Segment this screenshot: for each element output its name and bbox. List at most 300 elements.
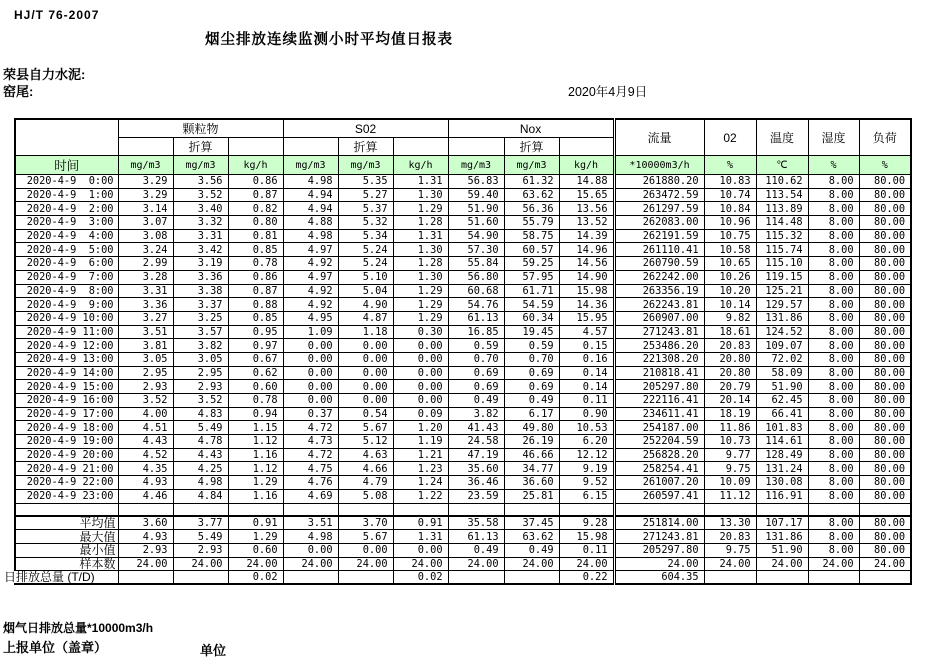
value-cell: 4.57	[559, 325, 614, 339]
value-cell: 80.00	[859, 257, 911, 271]
value-cell: 261110.41	[614, 243, 704, 257]
value-cell: 80.00	[859, 229, 911, 243]
value-cell: 1.30	[393, 270, 448, 284]
value-cell: 13.56	[559, 202, 614, 216]
unit-cell: kg/h	[393, 156, 448, 175]
value-cell: 5.37	[338, 202, 393, 216]
value-cell: 8.00	[808, 270, 859, 284]
value-cell: 4.97	[283, 270, 338, 284]
value-cell: 80.00	[859, 216, 911, 230]
table-row	[15, 175, 911, 189]
value-cell: 263472.59	[614, 188, 704, 202]
table-row	[15, 380, 911, 394]
sub-converted-so2: 折算	[338, 138, 393, 156]
unit-cell: mg/m3	[504, 156, 559, 175]
value-cell: 80.00	[859, 394, 911, 408]
value-cell: 8.00	[808, 448, 859, 462]
value-cell: 4.00	[118, 407, 173, 421]
summary-value-cell: 1.29	[228, 530, 283, 544]
value-cell: 4.88	[283, 216, 338, 230]
value-cell: 0.59	[448, 339, 504, 353]
value-cell: 80.00	[859, 421, 911, 435]
spacer-cell	[15, 503, 118, 516]
sub-blank	[228, 138, 283, 156]
value-cell: 34.77	[504, 462, 559, 476]
value-cell: 0.86	[228, 175, 283, 189]
value-cell: 5.34	[338, 229, 393, 243]
summary-value-cell: 15.98	[559, 530, 614, 544]
value-cell: 6.17	[504, 407, 559, 421]
company-name: 荣县自力水泥:	[3, 67, 86, 82]
flue-total-note: 烟气日排放总量*10000m3/h	[3, 621, 154, 635]
summary-value-cell: 8.00	[808, 516, 859, 530]
value-cell: 0.00	[338, 394, 393, 408]
value-cell: 80.00	[859, 489, 911, 503]
time-cell: 2020-4-9 14:00	[15, 366, 118, 380]
value-cell: 8.00	[808, 462, 859, 476]
table-row	[15, 298, 911, 312]
summary-value-cell: 0.49	[504, 543, 559, 557]
spacer-cell	[704, 503, 756, 516]
value-cell: 205297.80	[614, 380, 704, 394]
value-cell: 15.98	[559, 284, 614, 298]
value-cell: 1.18	[338, 325, 393, 339]
value-cell: 116.91	[756, 489, 808, 503]
value-cell: 0.00	[283, 394, 338, 408]
table-row	[15, 325, 911, 339]
value-cell: 110.62	[756, 175, 808, 189]
time-cell: 2020-4-9 13:00	[15, 352, 118, 366]
value-cell: 0.09	[393, 407, 448, 421]
value-cell: 10.83	[704, 175, 756, 189]
value-cell: 57.30	[448, 243, 504, 257]
time-cell: 2020-4-9 23:00	[15, 489, 118, 503]
value-cell: 0.87	[228, 284, 283, 298]
value-cell: 0.00	[338, 352, 393, 366]
value-cell: 3.81	[118, 339, 173, 353]
time-cell: 2020-4-9 22:00	[15, 476, 118, 490]
value-cell: 4.93	[118, 476, 173, 490]
value-cell: 3.42	[173, 243, 228, 257]
summary-value-cell: 0.22	[559, 571, 614, 585]
value-cell: 4.73	[283, 435, 338, 449]
unit-cell: mg/m3	[448, 156, 504, 175]
value-cell: 54.76	[448, 298, 504, 312]
value-cell: 3.82	[448, 407, 504, 421]
value-cell: 10.53	[559, 421, 614, 435]
summary-value-cell: 0.00	[283, 543, 338, 557]
value-cell: 0.60	[228, 380, 283, 394]
value-cell: 0.00	[283, 366, 338, 380]
value-cell: 0.00	[393, 352, 448, 366]
report-date: 2020年4月9日	[568, 85, 648, 99]
spacer-cell	[756, 503, 808, 516]
value-cell: 0.85	[228, 311, 283, 325]
value-cell: 3.37	[173, 298, 228, 312]
value-cell: 3.36	[118, 298, 173, 312]
value-cell: 3.36	[173, 270, 228, 284]
units-row	[15, 156, 911, 175]
value-cell: 114.61	[756, 435, 808, 449]
table-row	[15, 202, 911, 216]
value-cell: 0.30	[393, 325, 448, 339]
value-cell: 262083.00	[614, 216, 704, 230]
value-cell: 4.83	[173, 407, 228, 421]
time-cell: 2020-4-9 7:00	[15, 270, 118, 284]
summary-value-cell: 24.00	[756, 557, 808, 571]
time-cell: 2020-4-9 19:00	[15, 435, 118, 449]
value-cell: 4.63	[338, 448, 393, 462]
value-cell: 9.75	[704, 462, 756, 476]
value-cell: 4.92	[283, 284, 338, 298]
sub-blank	[283, 138, 338, 156]
value-cell: 5.67	[338, 421, 393, 435]
table-row	[15, 448, 911, 462]
value-cell: 0.00	[338, 366, 393, 380]
value-cell: 8.00	[808, 489, 859, 503]
value-cell: 4.72	[283, 448, 338, 462]
value-cell: 8.00	[808, 284, 859, 298]
header-group-row	[15, 119, 911, 138]
value-cell: 3.38	[173, 284, 228, 298]
value-cell: 4.35	[118, 462, 173, 476]
value-cell: 4.76	[283, 476, 338, 490]
summary-value-cell: 0.00	[393, 543, 448, 557]
summary-value-cell	[338, 571, 393, 585]
value-cell: 3.57	[173, 325, 228, 339]
value-cell: 5.24	[338, 243, 393, 257]
value-cell: 3.19	[173, 257, 228, 271]
value-cell: 113.54	[756, 188, 808, 202]
value-cell: 20.80	[704, 352, 756, 366]
value-cell: 80.00	[859, 325, 911, 339]
value-cell: 3.29	[118, 188, 173, 202]
value-cell: 0.97	[228, 339, 283, 353]
sub-blank	[393, 138, 448, 156]
value-cell: 61.32	[504, 175, 559, 189]
summary-value-cell: 80.00	[859, 543, 911, 557]
value-cell: 0.67	[228, 352, 283, 366]
summary-value-cell	[283, 571, 338, 585]
value-cell: 263356.19	[614, 284, 704, 298]
value-cell: 80.00	[859, 202, 911, 216]
time-cell: 2020-4-9 15:00	[15, 380, 118, 394]
value-cell: 222116.41	[614, 394, 704, 408]
summary-value-cell: 0.02	[228, 571, 283, 585]
sub-converted-pm: 折算	[173, 138, 228, 156]
time-cell: 2020-4-9 6:00	[15, 257, 118, 271]
value-cell: 19.45	[504, 325, 559, 339]
value-cell: 54.90	[448, 229, 504, 243]
summary-value-cell	[504, 571, 559, 585]
time-cell: 2020-4-9 16:00	[15, 394, 118, 408]
report-unit-line	[3, 637, 227, 658]
value-cell: 5.27	[338, 188, 393, 202]
col-o2: 02	[704, 119, 756, 156]
value-cell: 4.87	[338, 311, 393, 325]
value-cell: 1.30	[393, 188, 448, 202]
summary-value-cell: 0.91	[228, 516, 283, 530]
value-cell: 261297.59	[614, 202, 704, 216]
value-cell: 1.28	[393, 216, 448, 230]
value-cell: 0.70	[448, 352, 504, 366]
value-cell: 80.00	[859, 243, 911, 257]
value-cell: 14.39	[559, 229, 614, 243]
value-cell: 0.00	[393, 394, 448, 408]
value-cell: 56.80	[448, 270, 504, 284]
value-cell: 129.57	[756, 298, 808, 312]
value-cell: 3.31	[118, 284, 173, 298]
value-cell: 1.29	[228, 476, 283, 490]
value-cell: 11.12	[704, 489, 756, 503]
unit-cell: %	[808, 156, 859, 175]
col-load: 负荷	[859, 119, 911, 156]
summary-value-cell: 35.58	[448, 516, 504, 530]
value-cell: 60.68	[448, 284, 504, 298]
value-cell: 23.59	[448, 489, 504, 503]
summary-value-cell: 2.93	[173, 543, 228, 557]
value-cell: 46.66	[504, 448, 559, 462]
value-cell: 4.78	[173, 435, 228, 449]
time-cell: 2020-4-9 20:00	[15, 448, 118, 462]
value-cell: 10.65	[704, 257, 756, 271]
value-cell: 5.12	[338, 435, 393, 449]
value-cell: 4.52	[118, 448, 173, 462]
value-cell: 0.59	[504, 339, 559, 353]
value-cell: 252204.59	[614, 435, 704, 449]
summary-value-cell: 0.11	[559, 543, 614, 557]
value-cell: 60.34	[504, 311, 559, 325]
value-cell: 15.65	[559, 188, 614, 202]
value-cell: 63.62	[504, 188, 559, 202]
summary-value-cell: 3.60	[118, 516, 173, 530]
unit-label: 单位	[200, 643, 227, 658]
value-cell: 253486.20	[614, 339, 704, 353]
summary-value-cell: 9.28	[559, 516, 614, 530]
value-cell: 0.86	[228, 270, 283, 284]
value-cell: 9.77	[704, 448, 756, 462]
value-cell: 0.70	[504, 352, 559, 366]
summary-value-cell: 0.49	[448, 543, 504, 557]
value-cell: 1.15	[228, 421, 283, 435]
col-humidity: 湿度	[808, 119, 859, 156]
summary-value-cell: 131.86	[756, 530, 808, 544]
summary-label	[4, 570, 118, 585]
value-cell: 51.90	[756, 380, 808, 394]
time-cell: 2020-4-9 2:00	[15, 202, 118, 216]
unit-cell: ℃	[756, 156, 808, 175]
value-cell: 261880.20	[614, 175, 704, 189]
value-cell: 254187.00	[614, 421, 704, 435]
summary-value-cell: 24.00	[228, 557, 283, 571]
value-cell: 2.93	[118, 380, 173, 394]
unit-cell: mg/m3	[283, 156, 338, 175]
value-cell: 4.72	[283, 421, 338, 435]
summary-value-cell: 9.75	[704, 543, 756, 557]
value-cell: 125.21	[756, 284, 808, 298]
value-cell: 4.51	[118, 421, 173, 435]
value-cell: 54.59	[504, 298, 559, 312]
value-cell: 3.08	[118, 229, 173, 243]
value-cell: 271243.81	[614, 325, 704, 339]
value-cell: 4.98	[283, 175, 338, 189]
value-cell: 8.00	[808, 229, 859, 243]
value-cell: 4.79	[338, 476, 393, 490]
value-cell: 8.00	[808, 476, 859, 490]
summary-value-cell: 3.70	[338, 516, 393, 530]
value-cell: 14.90	[559, 270, 614, 284]
summary-value-cell: 8.00	[808, 543, 859, 557]
value-cell: 0.49	[504, 394, 559, 408]
summary-label: 平均值	[15, 516, 118, 530]
value-cell: 0.78	[228, 257, 283, 271]
value-cell: 8.00	[808, 188, 859, 202]
value-cell: 25.81	[504, 489, 559, 503]
unit-cell: mg/m3	[173, 156, 228, 175]
value-cell: 14.88	[559, 175, 614, 189]
value-cell: 5.32	[338, 216, 393, 230]
value-cell: 2.99	[118, 257, 173, 271]
value-cell: 14.96	[559, 243, 614, 257]
table-row	[15, 407, 911, 421]
value-cell: 8.00	[808, 435, 859, 449]
value-cell: 8.00	[808, 243, 859, 257]
table-body	[4, 175, 911, 585]
value-cell: 26.19	[504, 435, 559, 449]
value-cell: 0.14	[559, 366, 614, 380]
value-cell: 8.00	[808, 366, 859, 380]
value-cell: 56.36	[504, 202, 559, 216]
value-cell: 260597.41	[614, 489, 704, 503]
value-cell: 56.83	[448, 175, 504, 189]
value-cell: 18.19	[704, 407, 756, 421]
value-cell: 4.94	[283, 202, 338, 216]
value-cell: 36.60	[504, 476, 559, 490]
value-cell: 0.14	[559, 380, 614, 394]
value-cell: 80.00	[859, 188, 911, 202]
value-cell: 4.98	[173, 476, 228, 490]
value-cell: 1.23	[393, 462, 448, 476]
table-row	[15, 229, 911, 243]
summary-value-cell: 24.00	[704, 557, 756, 571]
value-cell: 4.43	[173, 448, 228, 462]
value-cell: 0.69	[504, 366, 559, 380]
value-cell: 113.89	[756, 202, 808, 216]
value-cell: 115.74	[756, 243, 808, 257]
table-row	[15, 339, 911, 353]
value-cell: 4.46	[118, 489, 173, 503]
value-cell: 1.29	[393, 311, 448, 325]
value-cell: 0.90	[559, 407, 614, 421]
group-nox: Nox	[448, 119, 614, 138]
time-cell: 2020-4-9 12:00	[15, 339, 118, 353]
value-cell: 1.31	[393, 175, 448, 189]
value-cell: 1.19	[393, 435, 448, 449]
value-cell: 131.24	[756, 462, 808, 476]
value-cell: 4.66	[338, 462, 393, 476]
time-cell: 2020-4-9 0:00	[15, 175, 118, 189]
summary-row	[15, 516, 911, 530]
summary-value-cell: 2.93	[118, 543, 173, 557]
value-cell: 4.92	[283, 257, 338, 271]
value-cell: 61.71	[504, 284, 559, 298]
summary-row	[15, 557, 911, 571]
spacer-cell	[283, 503, 338, 516]
value-cell: 261007.20	[614, 476, 704, 490]
summary-value-cell	[118, 571, 173, 585]
value-cell: 3.40	[173, 202, 228, 216]
summary-value-cell: 0.91	[393, 516, 448, 530]
summary-value-cell: 24.00	[338, 557, 393, 571]
value-cell: 2.95	[173, 366, 228, 380]
value-cell: 0.81	[228, 229, 283, 243]
value-cell: 3.52	[118, 394, 173, 408]
value-cell: 14.36	[559, 298, 614, 312]
time-cell: 2020-4-9 9:00	[15, 298, 118, 312]
value-cell: 80.00	[859, 175, 911, 189]
value-cell: 13.52	[559, 216, 614, 230]
standard-code: HJ/T 76-2007	[14, 8, 100, 22]
value-cell: 115.32	[756, 229, 808, 243]
value-cell: 0.69	[504, 380, 559, 394]
value-cell: 5.08	[338, 489, 393, 503]
value-cell: 1.12	[228, 435, 283, 449]
value-cell: 10.84	[704, 202, 756, 216]
value-cell: 3.31	[173, 229, 228, 243]
value-cell: 60.57	[504, 243, 559, 257]
summary-value-cell: 1.31	[393, 530, 448, 544]
summary-value-cell	[448, 571, 504, 585]
summary-value-cell: 20.83	[704, 530, 756, 544]
value-cell: 262191.59	[614, 229, 704, 243]
spacer-cell	[338, 503, 393, 516]
time-cell: 2020-4-9 5:00	[15, 243, 118, 257]
value-cell: 0.00	[393, 380, 448, 394]
unit-cell: mg/m3	[118, 156, 173, 175]
table-row	[15, 311, 911, 325]
summary-value-cell: 251814.00	[614, 516, 704, 530]
value-cell: 18.61	[704, 325, 756, 339]
summary-value-cell: 13.30	[704, 516, 756, 530]
value-cell: 62.45	[756, 394, 808, 408]
value-cell: 80.00	[859, 270, 911, 284]
time-cell: 2020-4-9 21:00	[15, 462, 118, 476]
summary-value-cell: 24.00	[808, 557, 859, 571]
value-cell: 0.00	[283, 352, 338, 366]
value-cell: 6.15	[559, 489, 614, 503]
value-cell: 35.60	[448, 462, 504, 476]
unit-cell: %	[704, 156, 756, 175]
value-cell: 0.00	[393, 366, 448, 380]
value-cell: 1.28	[393, 257, 448, 271]
value-cell: 8.00	[808, 407, 859, 421]
summary-value-cell: 0.02	[393, 571, 448, 585]
time-cell: 2020-4-9 18:00	[15, 421, 118, 435]
unit-cell: mg/m3	[338, 156, 393, 175]
value-cell: 1.22	[393, 489, 448, 503]
value-cell: 1.21	[393, 448, 448, 462]
value-cell: 262243.81	[614, 298, 704, 312]
summary-value-cell: 3.51	[283, 516, 338, 530]
value-cell: 8.00	[808, 421, 859, 435]
value-cell: 131.86	[756, 311, 808, 325]
unit-cell: *10000m3/h	[614, 156, 704, 175]
group-so2: S02	[283, 119, 448, 138]
value-cell: 5.24	[338, 257, 393, 271]
value-cell: 3.07	[118, 216, 173, 230]
report-table	[4, 118, 912, 585]
value-cell: 4.95	[283, 311, 338, 325]
